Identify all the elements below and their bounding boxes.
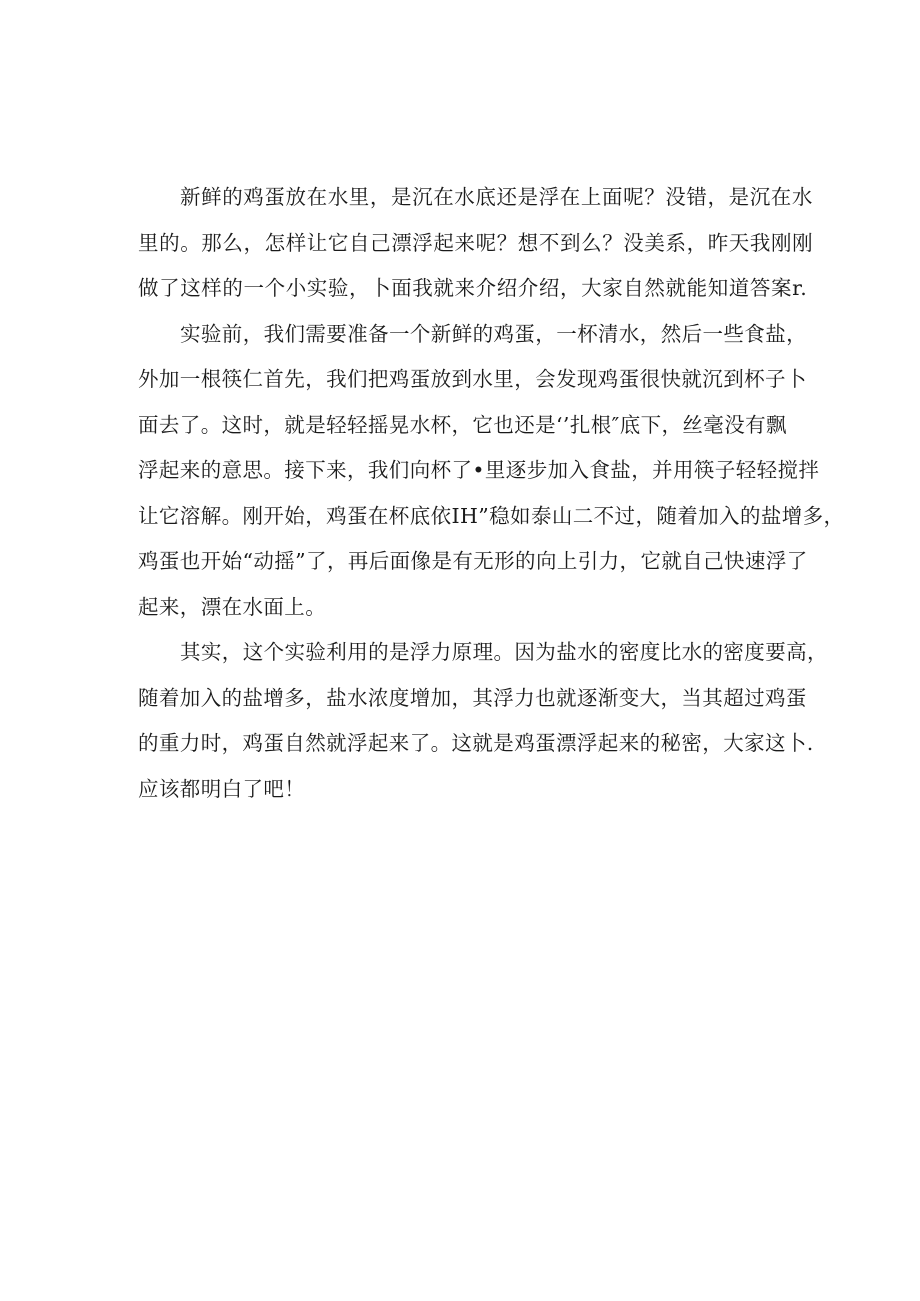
text-line: 应该都明白了吧！	[138, 776, 306, 801]
text-line: 随着加入的盐增多，盐水浓度增加，其浮力也就逐渐变大，当其超过鸡蛋	[138, 685, 807, 710]
text-line: 新鲜的鸡蛋放在水里，是沉在水底还是浮在上面呢？没错，是沉在水	[180, 185, 813, 209]
text-line: 其实，这个实验利用的是浮力原理。因为盐水的密度比水的密度要高，	[180, 640, 828, 664]
text-line: 的重力时，鸡蛋自然就浮起来了。这就是鸡蛋漂浮起来的秘密，大家这卜.	[138, 731, 814, 755]
text-line: 鸡蛋也开始“动摇”了，再后面像是有无形的向上引力，它就自己快速浮了	[138, 549, 808, 573]
text-line: 浮起来的意思。接下来，我们向杯了•里逐步加入食盐，并用筷子轻轻搅拌	[138, 458, 820, 482]
text-line: 实验前，我们需要准备一个新鲜的鸡蛋，一杯清水，然后一些食盐，	[180, 321, 807, 346]
document-body	[138, 175, 845, 812]
text-line: 起来，漂在水面上。	[138, 594, 327, 619]
text-line: 让它溶解。刚开始，鸡蛋在杯底依IH”稳如泰山二不过，随着加入的盐增多，	[138, 503, 845, 528]
text-line: 做了这样的一个小实验，卜面我就来介绍介绍，大家自然就能知道答案r.	[138, 276, 808, 300]
paragraph-intro	[138, 175, 814, 312]
paragraph-explanation	[138, 630, 828, 812]
text-line: 外加一根筷仁首先，我们把鸡蛋放到水里，会发现鸡蛋很快就沉到杯子卜	[138, 367, 807, 391]
paragraph-experiment	[138, 312, 845, 631]
text-line: 里的。那么，怎样让它自己漂浮起来呢？想不到么？没美系，昨天我刚刚	[138, 230, 814, 255]
text-line: 面去了。这时，就是轻轻摇晃水杯，它也还是‘’扎根″底下，丝毫没有飘	[138, 412, 787, 437]
